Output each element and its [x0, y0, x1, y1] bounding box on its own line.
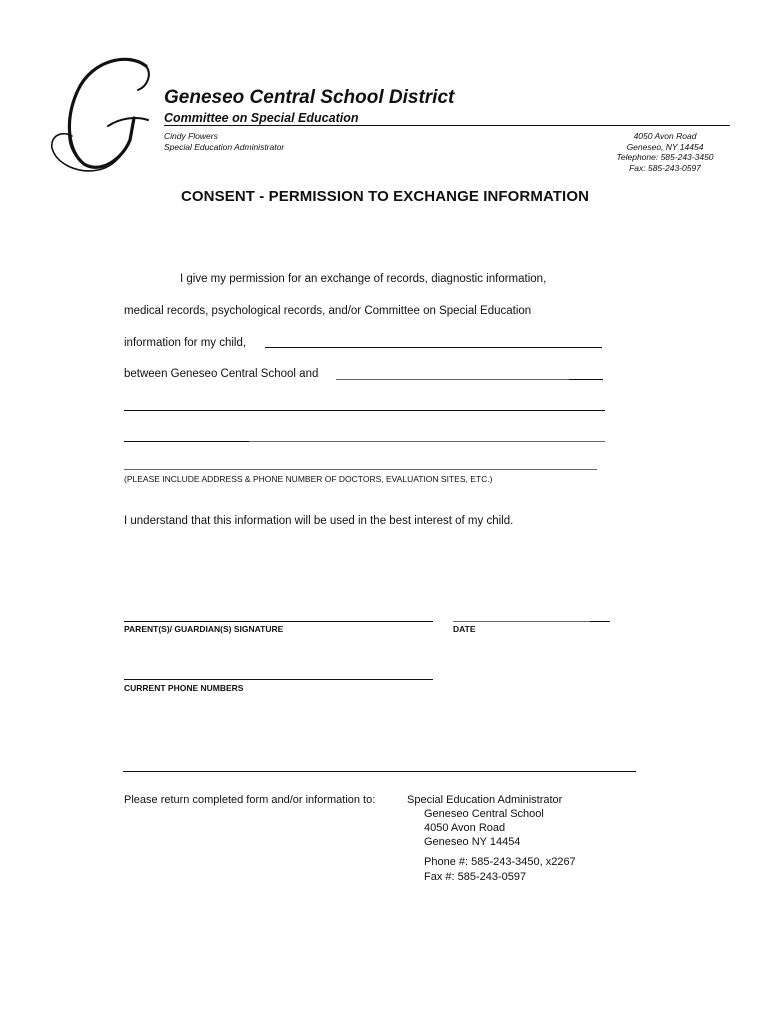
section-divider — [123, 771, 636, 772]
return-title: Special Education Administrator — [407, 794, 563, 806]
district-address-block — [590, 131, 740, 173]
parent-signature-field[interactable] — [124, 621, 433, 622]
understanding-statement: I understand that this information will be used in the best interest of my child. — [124, 515, 514, 527]
date-field-end — [590, 621, 610, 622]
agency-info-line-2-start — [124, 441, 249, 442]
date-label: DATE — [453, 624, 476, 634]
return-city: Geneseo NY 14454 — [424, 836, 521, 848]
district-logo-icon — [48, 56, 158, 172]
consent-line-2: medical records, psychological records, and/or Committee on Special Education — [124, 305, 532, 317]
parent-signature-label: PARENT(S)/ GUARDIAN(S) SIGNATURE — [124, 624, 284, 634]
header-divider — [164, 125, 730, 126]
committee-name: Committee on Special Education — [164, 111, 359, 125]
return-phone: Phone #: 585-243-3450, x2267 — [424, 856, 576, 868]
agency-info-line-2[interactable] — [249, 441, 605, 442]
form-title: CONSENT - PERMISSION TO EXCHANGE INFORMATION — [180, 188, 590, 205]
administrator-block — [164, 131, 284, 152]
date-field[interactable] — [453, 621, 590, 622]
agency-info-line-1[interactable] — [124, 410, 605, 411]
address-instruction: (PLEASE INCLUDE ADDRESS & PHONE NUMBER OF DOCTORS, EVALUATION SITES, ETC.) — [124, 474, 493, 484]
return-label: Please return completed form and/or information to: — [124, 794, 376, 806]
address-street: 4050 Avon Road — [633, 131, 697, 141]
agency-name-field-end — [569, 379, 603, 380]
consent-line-3: information for my child, — [124, 337, 247, 349]
child-name-field[interactable] — [265, 347, 602, 348]
administrator-name: Cindy Flowers — [164, 131, 218, 141]
return-fax: Fax #: 585-243-0597 — [424, 871, 527, 883]
phone-numbers-label: CURRENT PHONE NUMBERS — [124, 683, 244, 693]
address-city: Geneseo, NY 14454 — [626, 141, 704, 152]
district-telephone: Telephone: 585-243-3450 — [616, 152, 714, 162]
agency-info-line-3[interactable] — [124, 469, 597, 470]
agency-name-field[interactable] — [336, 379, 569, 380]
consent-line-4: between Geneseo Central School and — [124, 368, 319, 380]
district-fax: Fax: 585-243-0597 — [629, 162, 701, 173]
return-street: 4050 Avon Road — [424, 822, 506, 834]
phone-numbers-field[interactable] — [124, 679, 433, 680]
administrator-title: Special Education Administrator — [164, 141, 285, 152]
return-school: Geneseo Central School — [424, 808, 544, 820]
consent-line-1: I give my permission for an exchange of records, diagnostic information, — [180, 273, 547, 285]
district-name: Geneseo Central School District — [164, 87, 455, 108]
